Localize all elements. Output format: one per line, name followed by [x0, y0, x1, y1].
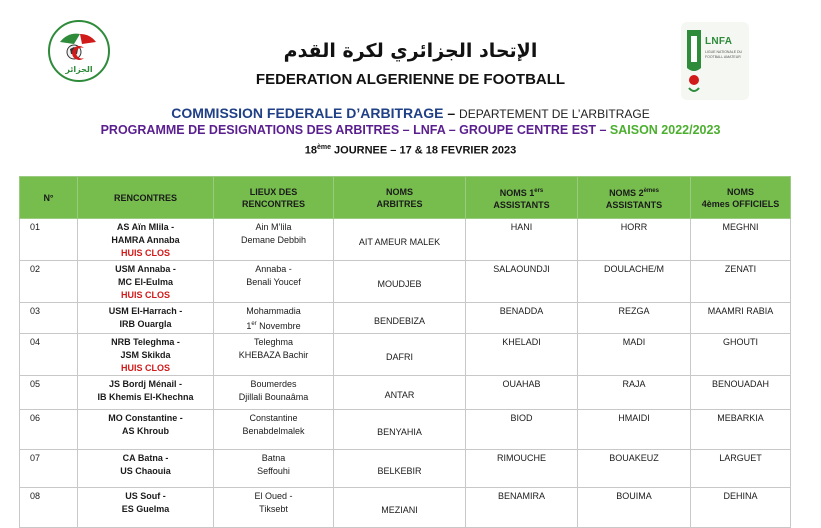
fourth-official-name: MEBARKIA [691, 410, 791, 450]
referee-name: AIT AMEUR MALEK [334, 219, 466, 261]
home-team: MO Constantine - [108, 413, 183, 423]
home-team: JS Bordj Ménail - [108, 379, 182, 389]
table-row [20, 219, 791, 261]
venue-stadium: KHEBAZA Bachir [238, 350, 309, 360]
home-team: USM Annaba - [115, 264, 176, 274]
match-number: 06 [20, 410, 78, 450]
match-teams [78, 303, 214, 334]
venue-city: Constantine [249, 413, 298, 423]
venue-stadium: Seffouhi [257, 466, 290, 476]
match-teams [78, 450, 214, 488]
assistant-1-name: RIMOUCHE [466, 450, 578, 488]
match-number: 04 [20, 334, 78, 376]
table-row [20, 303, 791, 334]
match-venue [214, 261, 334, 303]
header-officiels-4: NOMS 4èmes OFFICIELS [691, 177, 791, 219]
table-row [20, 410, 791, 450]
venue-city: El Oued - [254, 491, 293, 501]
assistant-2-name: BOUIMA [578, 488, 691, 528]
assistant-2-name: RAJA [578, 376, 691, 410]
venue-stadium: Djillali Bounaâma [238, 392, 309, 402]
away-team: IB Khemis El-Khechna [97, 392, 194, 402]
table-row [20, 334, 791, 376]
commission-title: COMMISSION FEDERALE D’ARBITRAGE [171, 105, 444, 121]
match-number: 03 [20, 303, 78, 334]
venue-city: Batna [261, 453, 286, 463]
programme-text: PROGRAMME DE DESIGNATIONS DES ARBITRES – LNFA – GROUPE CENTRE EST – [100, 123, 610, 137]
referee-name: MOUDJEB [334, 261, 466, 303]
venue-stadium: Benali Youcef [246, 277, 301, 287]
huis-clos-label: HUIS CLOS [120, 248, 170, 258]
fourth-official-name: LARGUET [691, 450, 791, 488]
fourth-official-name: BENOUADAH [691, 376, 791, 410]
venue-city: Boumerdes [250, 379, 297, 389]
table-row [20, 261, 791, 303]
match-number: 07 [20, 450, 78, 488]
header-lieux: LIEUX DES RENCONTRES [214, 177, 334, 219]
match-teams [78, 376, 214, 410]
assistant-2-name: DOULACHE/M [578, 261, 691, 303]
logo-arabic-text: الجزائر [65, 65, 93, 74]
referee-name: MEZIANI [334, 488, 466, 528]
match-venue [214, 334, 334, 376]
fourth-official-name: GHOUTI [691, 334, 791, 376]
away-team: US Chaouia [120, 466, 171, 476]
assistant-1-name: KHELADI [466, 334, 578, 376]
journee-line [0, 144, 821, 157]
venue-city: Ain M’lila [255, 222, 292, 232]
huis-clos-label: HUIS CLOS [120, 290, 170, 300]
match-teams [78, 219, 214, 261]
match-number: 05 [20, 376, 78, 410]
lnfa-subtitle: LIGUE NATIONALE DU FOOTBALL AMATEUR [705, 50, 743, 59]
commission-line [0, 105, 821, 121]
referee-name: BELKEBIR [334, 450, 466, 488]
away-team: MC El-Eulma [117, 277, 173, 287]
table-row [20, 450, 791, 488]
referee-name: ANTAR [334, 376, 466, 410]
match-venue [214, 376, 334, 410]
venue-city: Annaba - [255, 264, 292, 274]
match-number: 01 [20, 219, 78, 261]
venue-stadium: Benabdelmalek [242, 426, 305, 436]
assistant-2-name: REZGA [578, 303, 691, 334]
match-venue [214, 488, 334, 528]
referee-name: DAFRI [334, 334, 466, 376]
table-header-row [20, 177, 791, 219]
fourth-official-name: DEHINA [691, 488, 791, 528]
home-team: US Souf - [125, 491, 166, 501]
home-team: USM El-Harrach - [108, 306, 183, 316]
assistant-1-name: BIOD [466, 410, 578, 450]
arabic-federation-title: الإتحاد الجزائري لكرة القدم [283, 40, 538, 62]
assistant-1-name: OUAHAB [466, 376, 578, 410]
match-teams [78, 261, 214, 303]
away-team: IRB Ouargla [119, 319, 172, 329]
away-team: HAMRA Annaba [111, 235, 180, 245]
venue-city: Teleghma [253, 337, 294, 347]
home-team: AS Aïn Mlila - [116, 222, 175, 232]
match-venue [214, 410, 334, 450]
header-assistants-2: NOMS 2èmes ASSISTANTS [578, 177, 691, 219]
match-venue [214, 450, 334, 488]
lnfa-title: LNFA [705, 36, 733, 47]
match-number: 08 [20, 488, 78, 528]
assistant-1-name: BENAMIRA [466, 488, 578, 528]
venue-city: Mohammadia [246, 306, 301, 316]
commission-separator: – [443, 105, 460, 121]
header-assistants-1: NOMS 1ers ASSISTANTS [466, 177, 578, 219]
header-rencontres: RENCONTRES [78, 177, 214, 219]
header-num: N° [20, 177, 78, 219]
assistant-2-name: HMAIDI [578, 410, 691, 450]
journee-suffix: ème [316, 144, 331, 151]
fourth-official-name: MAAMRI RABIA [691, 303, 791, 334]
match-venue [214, 303, 334, 334]
match-teams [78, 488, 214, 528]
venue-stadium: Tiksebt [259, 504, 288, 514]
referee-name: BENYAHIA [334, 410, 466, 450]
referee-name: BENDEBIZA [334, 303, 466, 334]
home-team: CA Batna - [122, 453, 169, 463]
table-row [20, 488, 791, 528]
away-team: AS Khroub [122, 426, 169, 436]
fourth-official-name: ZENATI [691, 261, 791, 303]
programme-title [0, 123, 821, 137]
designations-table [19, 176, 791, 528]
match-number: 02 [20, 261, 78, 303]
venue-stadium: 1er Novembre [246, 321, 301, 331]
assistant-1-name: HANI [466, 219, 578, 261]
table-row [20, 376, 791, 410]
home-team: NRB Teleghma - [111, 337, 180, 347]
assistant-1-name: BENADDA [466, 303, 578, 334]
venue-stadium: Demane Debbih [240, 235, 307, 245]
french-federation-title: FEDERATION ALGERIENNE DE FOOTBALL [255, 71, 566, 88]
assistant-1-name: SALAOUNDJI [466, 261, 578, 303]
match-venue [214, 219, 334, 261]
assistant-2-name: MADI [578, 334, 691, 376]
away-team: JSM Skikda [120, 350, 171, 360]
season-label: SAISON 2022/2023 [609, 123, 721, 137]
away-team: ES Guelma [121, 504, 170, 514]
assistant-2-name: BOUAKEUZ [578, 450, 691, 488]
huis-clos-label: HUIS CLOS [120, 363, 170, 373]
match-teams [78, 410, 214, 450]
department-title: DEPARTEMENT DE L’ARBITRAGE [459, 107, 650, 121]
journee-number: 18 [304, 144, 317, 157]
match-teams [78, 334, 214, 376]
journee-dates: JOURNEE – 17 & 18 FEVRIER 2023 [331, 144, 517, 157]
header-arbitres: NOMS ARBITRES [334, 177, 466, 219]
assistant-2-name: HORR [578, 219, 691, 261]
fourth-official-name: MEGHNI [691, 219, 791, 261]
